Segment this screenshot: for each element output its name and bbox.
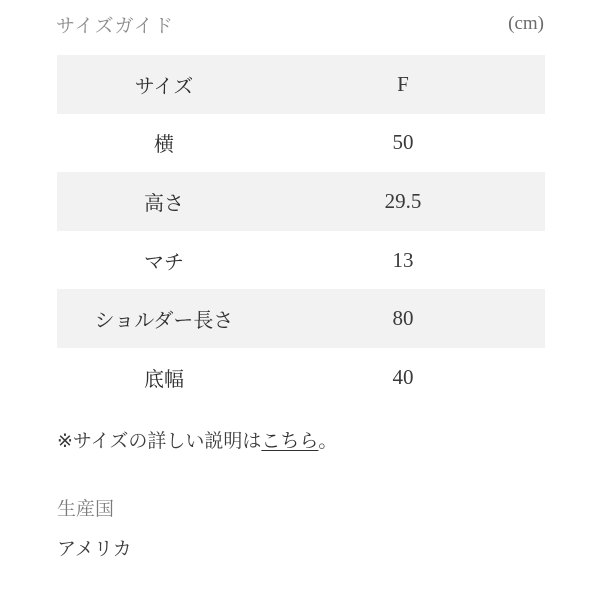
row-value: 50	[392, 130, 414, 155]
table-row	[57, 289, 545, 348]
row-value: F	[397, 71, 409, 96]
size-note-suffix: 。	[318, 430, 338, 452]
table-row	[57, 55, 545, 114]
row-value: 13	[392, 247, 414, 272]
size-detail-link[interactable]: こちら	[261, 430, 319, 452]
unit-label: (cm)	[508, 13, 544, 34]
origin-label: 生産国	[57, 498, 115, 520]
size-note	[57, 426, 337, 453]
row-label: ショルダー長さ	[94, 308, 234, 333]
table-row	[57, 114, 545, 173]
row-label: 底幅	[144, 366, 184, 391]
size-guide-header	[56, 6, 544, 42]
size-table	[57, 55, 545, 407]
table-row	[57, 348, 545, 407]
row-value: 29.5	[384, 188, 422, 213]
size-guide-title: サイズガイド	[56, 14, 174, 37]
size-note-text: ※サイズの詳しい説明は	[57, 430, 262, 452]
table-row	[57, 172, 545, 231]
row-label: マチ	[144, 249, 184, 274]
table-row	[57, 231, 545, 290]
origin-value: アメリカ	[57, 538, 132, 560]
row-label: 高さ	[144, 190, 184, 215]
row-value: 40	[392, 364, 414, 389]
row-label: 横	[154, 132, 174, 157]
row-value: 80	[392, 306, 414, 331]
row-label: サイズ	[134, 73, 194, 98]
